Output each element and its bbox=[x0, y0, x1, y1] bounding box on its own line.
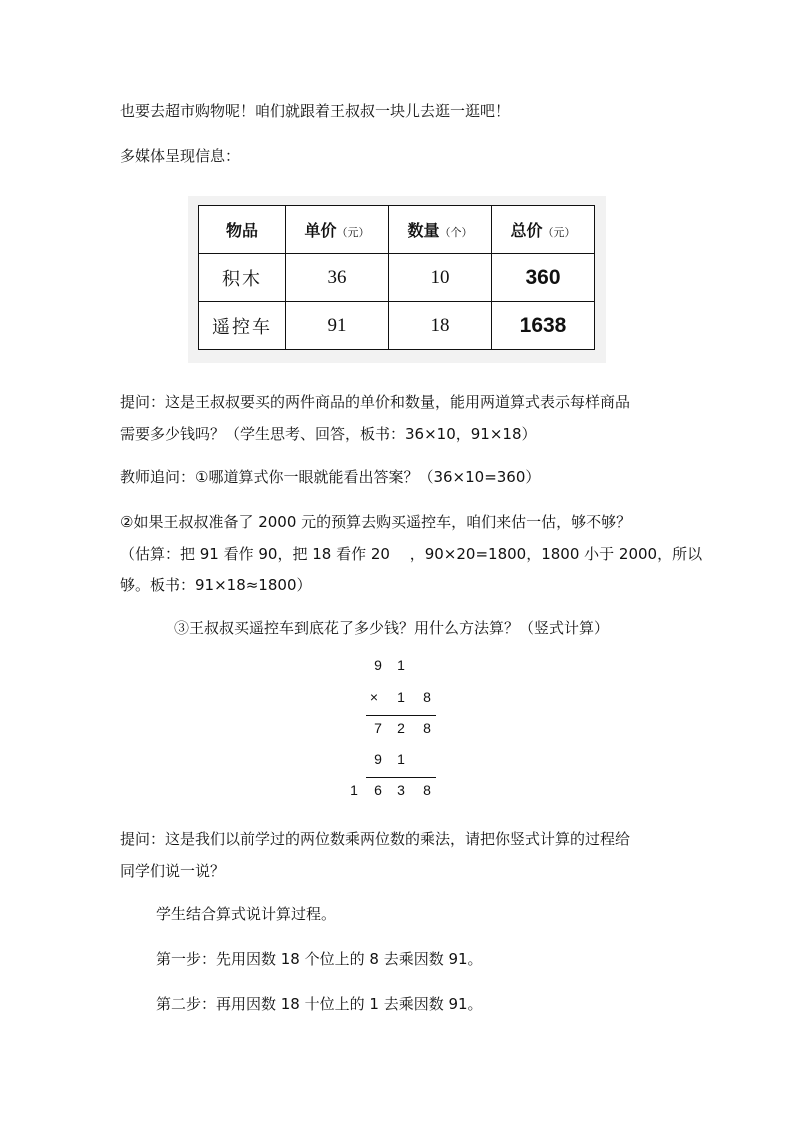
multimedia-label: 多媒体呈现信息： bbox=[120, 147, 241, 165]
price-table bbox=[198, 205, 595, 350]
cell-total: 1638 bbox=[492, 302, 595, 350]
calc-rule bbox=[366, 715, 436, 716]
calc-rule bbox=[366, 777, 436, 778]
cell-item-name: 积木 bbox=[199, 254, 286, 302]
cell-quantity: 18 bbox=[389, 302, 492, 350]
teacher-follow-up: 教师追问：①哪道算式你一眼就能看出答案？（36×10=360） bbox=[120, 468, 541, 486]
estimate-explanation: （估算：把 91 看作 90，把 18 看作 20 ，90×20=1800，1800 小于 2000，所以 bbox=[120, 545, 703, 563]
table-row bbox=[199, 254, 595, 302]
multiply-sign: × bbox=[369, 689, 379, 705]
question-5-line-1: 提问：这是我们以前学过的两位数乘两位数的乘法，请把你竖式计算的过程给 bbox=[120, 830, 631, 848]
table-header-row bbox=[199, 206, 595, 254]
header-quantity: 数量（个） bbox=[389, 206, 492, 254]
table-row bbox=[199, 302, 595, 350]
digit: 1 bbox=[397, 657, 405, 673]
vertical-multiplication bbox=[340, 650, 450, 810]
digit: 9 bbox=[374, 657, 382, 673]
estimate-conclusion: 够。板书：91×18≈1800） bbox=[120, 576, 312, 594]
digit: 7 bbox=[374, 720, 382, 736]
digit: 8 bbox=[423, 782, 431, 798]
digit: 1 bbox=[350, 782, 358, 798]
estimate-question: ②如果王叔叔准备了 2000 元的预算去购买遥控车，咱们来估一估，够不够？ bbox=[120, 513, 632, 531]
header-total: 总价（元） bbox=[492, 206, 595, 254]
question-1-line-1: 提问：这是王叔叔要买的两件商品的单价和数量，能用两道算式表示每样商品 bbox=[120, 393, 631, 411]
cell-total: 360 bbox=[492, 254, 595, 302]
price-table-figure bbox=[188, 196, 606, 363]
digit: 6 bbox=[374, 782, 382, 798]
vertical-calc-question: ③王叔叔买遥控车到底花了多少钱？用什么方法算？（竖式计算） bbox=[174, 619, 610, 637]
header-unit-price: 单价（元） bbox=[286, 206, 389, 254]
question-5-line-2: 同学们说一说？ bbox=[120, 862, 226, 880]
digit: 8 bbox=[423, 689, 431, 705]
digit: 3 bbox=[397, 782, 405, 798]
digit: 9 bbox=[374, 751, 382, 767]
cell-quantity: 10 bbox=[389, 254, 492, 302]
digit: 1 bbox=[397, 689, 405, 705]
intro-text: 也要去超市购物呢！咱们就跟着王叔叔一块儿去逛一逛吧！ bbox=[120, 102, 511, 120]
student-explanation: 学生结合算式说计算过程。 bbox=[156, 905, 337, 923]
cell-item-name: 遥控车 bbox=[199, 302, 286, 350]
header-item: 物品 bbox=[199, 206, 286, 254]
step-one: 第一步：先用因数 18 个位上的 8 去乘因数 91。 bbox=[156, 950, 483, 968]
step-two: 第二步：再用因数 18 十位上的 1 去乘因数 91。 bbox=[156, 995, 483, 1013]
cell-price: 36 bbox=[286, 254, 389, 302]
cell-price: 91 bbox=[286, 302, 389, 350]
digit: 2 bbox=[397, 720, 405, 736]
question-1-line-2: 需要多少钱吗？（学生思考、回答，板书：36×10，91×18） bbox=[120, 425, 537, 443]
digit: 8 bbox=[423, 720, 431, 736]
digit: 1 bbox=[397, 751, 405, 767]
